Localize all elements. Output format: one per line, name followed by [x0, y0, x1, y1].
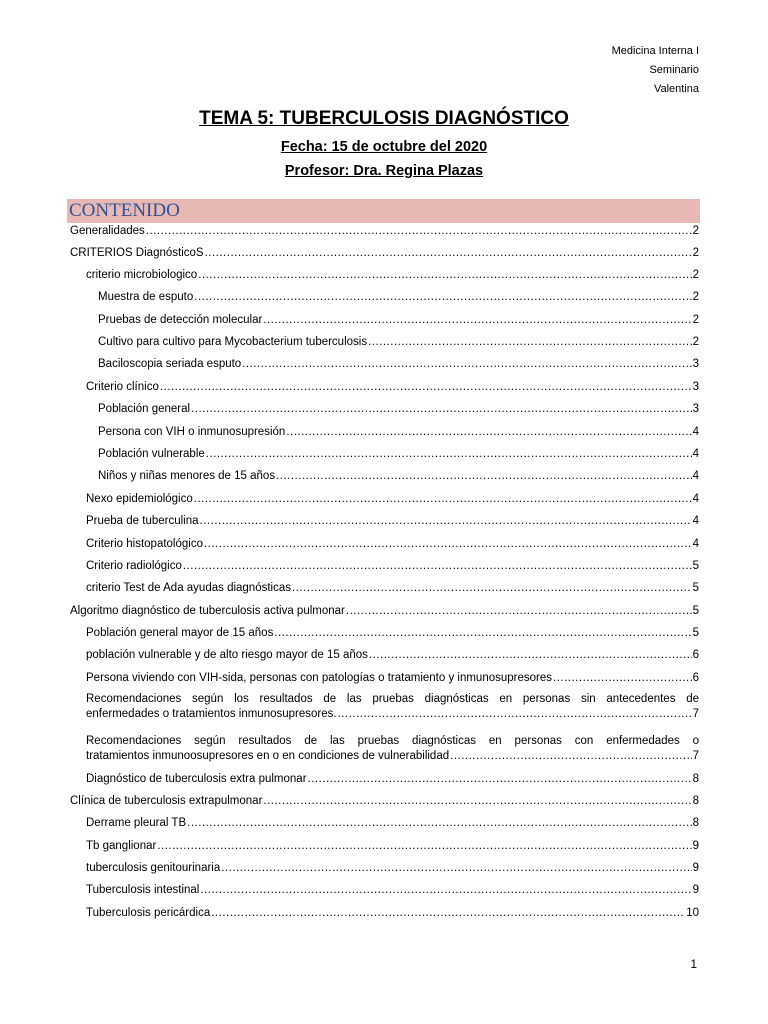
toc-leader-dots	[338, 707, 692, 722]
toc-entry-page: 6	[692, 672, 699, 684]
toc-leader-dots	[368, 335, 692, 350]
toc-entry-label: Criterio radiológico	[86, 560, 182, 572]
toc-entry-label: enfermedades o tratamientos inmunosupresores.	[86, 708, 337, 720]
toc-leader-dots	[276, 469, 692, 484]
toc-leader-dots	[211, 906, 685, 921]
toc-leader-dots	[369, 648, 692, 663]
toc-entry[interactable]	[70, 224, 699, 239]
toc-entry-page: 2	[692, 314, 699, 326]
toc-entry-label: Derrame pleural TB	[86, 817, 187, 829]
toc-entry-label: Población general	[98, 403, 191, 415]
toc-entry-label: Tb ganglionar	[86, 840, 157, 852]
toc-entry-label: tuberculosis genitourinaria	[86, 862, 221, 874]
toc-entry[interactable]	[98, 447, 699, 462]
toc-leader-dots	[346, 604, 692, 619]
toc-entry-label: Persona con VIH o inmunosupresión	[98, 426, 286, 438]
toc-entry-page: 9	[692, 884, 699, 896]
toc-entry-label: criterio Test de Ada ayudas diagnósticas	[86, 582, 291, 594]
toc-entry-page: 10	[686, 907, 699, 919]
toc-entry[interactable]	[98, 402, 699, 417]
toc-entry-label: Niños y niñas menores de 15 años	[98, 470, 276, 482]
document-title: TEMA 5: TUBERCULOSIS DIAGNÓSTICO	[199, 108, 569, 129]
toc-entry-page: 8	[692, 795, 699, 807]
toc-entry-page: 4	[692, 426, 699, 438]
toc-entry[interactable]	[86, 772, 699, 787]
toc-entry-label: tratamientos inmunoosupresores en o en condiciones de vulnerabilidad	[86, 750, 450, 762]
toc-leader-dots	[194, 492, 692, 507]
toc-entry-page: 5	[692, 605, 699, 617]
toc-leader-dots	[200, 883, 691, 898]
toc-entry-page: 9	[692, 862, 699, 874]
toc-entry[interactable]	[86, 734, 699, 764]
toc-entry-label: Prueba de tuberculina	[86, 515, 199, 527]
toc-entry-label: CRITERIOS DiagnósticoS	[70, 247, 204, 259]
toc-leader-dots	[200, 514, 692, 529]
toc-entry-label-line1: Recomendaciones según los resultados de las pruebas diagnósticas en personas sin antecedentes de	[86, 693, 699, 705]
toc-leader-dots	[204, 537, 692, 552]
toc-entry[interactable]	[70, 246, 699, 261]
toc-entry-label: Clínica de tuberculosis extrapulmonar	[70, 795, 263, 807]
toc-entry-page: 8	[692, 773, 699, 785]
toc-leader-dots	[553, 671, 692, 686]
document-header	[612, 42, 699, 99]
header-type: Seminario	[649, 64, 699, 76]
toc-leader-dots	[146, 224, 692, 239]
document-date: Fecha: 15 de octubre del 2020	[280, 139, 488, 155]
toc-entry-label: Pruebas de detección molecular	[98, 314, 263, 326]
toc-entry[interactable]	[86, 839, 699, 854]
toc-entry[interactable]	[70, 604, 699, 619]
toc-leader-dots	[157, 839, 691, 854]
toc-entry[interactable]	[98, 469, 699, 484]
toc-heading-label: CONTENIDO	[69, 200, 180, 221]
toc-entry[interactable]	[86, 559, 699, 574]
toc-entry[interactable]	[98, 290, 699, 305]
toc-entry[interactable]	[98, 425, 699, 440]
toc-entry-label: Criterio histopatológico	[86, 538, 203, 550]
toc-entry-label: población vulnerable y de alto riesgo mayor de 15 años	[86, 649, 368, 661]
toc-entry-page: 3	[692, 358, 699, 370]
toc-entry[interactable]	[86, 581, 699, 596]
toc-leader-dots	[308, 772, 692, 787]
toc-entry-page: 4	[692, 470, 699, 482]
toc-leader-dots	[187, 816, 691, 831]
toc-entry[interactable]	[86, 861, 699, 876]
toc-entry-page: 2	[692, 247, 699, 259]
toc-entry-page: 2	[692, 269, 699, 281]
toc-entry-page: 2	[692, 225, 699, 237]
toc-entry-label: Muestra de esputo	[98, 291, 194, 303]
toc-entry-page: 9	[692, 840, 699, 852]
toc-entry[interactable]	[86, 492, 699, 507]
toc-entry-page: 5	[692, 560, 699, 572]
toc-entry-page: 5	[692, 582, 699, 594]
toc-entry[interactable]	[98, 313, 699, 328]
toc-entry-page: 4	[692, 448, 699, 460]
toc-entry-label: Población vulnerable	[98, 448, 205, 460]
toc-entry[interactable]	[98, 357, 699, 372]
toc-entry[interactable]	[86, 692, 699, 722]
toc-entry[interactable]	[86, 671, 699, 686]
toc-entry-label: Diagnóstico de tuberculosis extra pulmonar	[86, 773, 307, 785]
toc-entry-page: 8	[692, 817, 699, 829]
toc-entry-label: criterio microbiologico	[86, 269, 198, 281]
header-author: Valentina	[653, 83, 699, 95]
toc-leader-dots	[191, 402, 692, 417]
toc-leader-dots	[450, 749, 691, 764]
toc-entry[interactable]	[86, 514, 699, 529]
toc-entry-page: 3	[692, 403, 699, 415]
toc-leader-dots	[274, 626, 691, 641]
toc-entry-label: Generalidades	[70, 225, 145, 237]
toc-entry-label: Criterio clínico	[86, 381, 159, 393]
toc-entry-page: 4	[692, 515, 699, 527]
toc-entry-label: Tuberculosis intestinal	[86, 884, 200, 896]
toc-leader-dots	[292, 581, 692, 596]
toc-leader-dots	[160, 380, 692, 395]
toc-entry-page: 4	[692, 538, 699, 550]
page-number: 1	[690, 957, 697, 971]
toc-entry[interactable]	[86, 268, 699, 283]
toc-entry[interactable]	[86, 626, 699, 641]
toc-entry[interactable]	[86, 380, 699, 395]
toc-entry[interactable]	[86, 537, 699, 552]
toc-entry-page: 3	[692, 381, 699, 393]
toc-entry-page: 7	[692, 750, 699, 762]
toc-entry-label: Cultivo para cultivo para Mycobacterium tuberculosis	[98, 336, 368, 348]
toc-heading	[67, 199, 700, 223]
document-professor: Profesor: Dra. Regina Plazas	[284, 163, 484, 179]
toc-entry-label: Algoritmo diagnóstico de tuberculosis activa pulmonar	[70, 605, 345, 617]
toc-entry-page: 2	[692, 336, 699, 348]
toc-entry-page: 7	[692, 708, 699, 720]
toc-entry-page: 6	[692, 649, 699, 661]
toc-entry[interactable]	[86, 648, 699, 663]
toc-leader-dots	[206, 447, 692, 462]
toc-entry[interactable]	[86, 906, 699, 921]
toc-entry-label: Tuberculosis pericárdica	[86, 907, 211, 919]
toc-leader-dots	[194, 290, 691, 305]
toc-entry-page: 2	[692, 291, 699, 303]
toc-entry-page: 5	[692, 627, 699, 639]
toc-entry-label: Población general mayor de 15 años	[86, 627, 274, 639]
toc-leader-dots	[221, 861, 691, 876]
toc-entry-label-line1: Recomendaciones según resultados de las pruebas diagnósticas en personas con enfermedades o	[86, 735, 699, 747]
toc-entry-label: Persona viviendo con VIH-sida, personas con patologías o tratamiento y inmunosupresores	[86, 672, 553, 684]
toc-entry[interactable]	[86, 816, 699, 831]
toc-entry[interactable]	[70, 794, 699, 809]
toc-leader-dots	[263, 313, 691, 328]
toc-leader-dots	[263, 794, 691, 809]
toc-entry[interactable]	[98, 335, 699, 350]
toc-leader-dots	[183, 559, 692, 574]
toc-entry-label: Nexo epidemiológico	[86, 493, 193, 505]
toc-leader-dots	[198, 268, 691, 283]
toc-entry[interactable]	[86, 883, 699, 898]
toc-entry-page: 4	[692, 493, 699, 505]
toc-leader-dots	[286, 425, 691, 440]
toc-leader-dots	[242, 357, 691, 372]
toc-entry-label: Baciloscopia seriada esputo	[98, 358, 242, 370]
toc-leader-dots	[205, 246, 692, 261]
header-course: Medicina Interna I	[611, 45, 699, 57]
